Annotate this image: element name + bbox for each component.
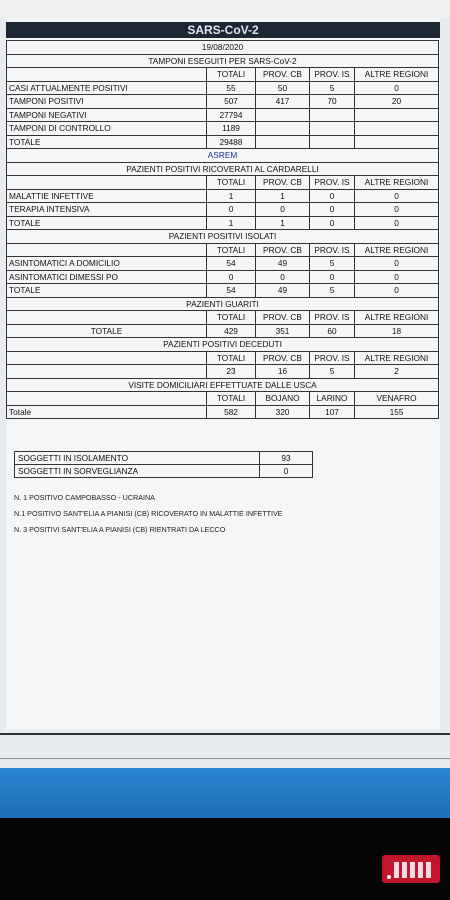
cell-value: 5: [310, 365, 355, 379]
guariti-heading: PAZIENTI GUARITI: [7, 297, 439, 311]
tamponi-heading: TAMPONI ESEGUITI PER SARS-CoV-2: [7, 54, 439, 68]
cell-value: 18: [355, 324, 439, 338]
cell-value: 0: [256, 203, 310, 217]
cell-value: 429: [207, 324, 256, 338]
table-row: [7, 189, 439, 203]
cell-value: 507: [207, 95, 256, 109]
report-date: 19/08/2020: [7, 41, 439, 55]
col-header: TOTALI: [207, 392, 256, 406]
table-row: [7, 203, 439, 217]
date-row: [7, 41, 439, 55]
cell-value: 0: [355, 189, 439, 203]
cell-value: [256, 135, 310, 149]
col-header: ALTRE REGIONI: [355, 68, 439, 82]
spreadsheet-page: [6, 18, 440, 730]
cell-value: 50: [256, 81, 310, 95]
table-row: [7, 135, 439, 149]
table-row: [7, 122, 439, 136]
cell-value: 0: [207, 203, 256, 217]
col-header: TOTALI: [207, 311, 256, 325]
table-row: [7, 284, 439, 298]
cell-value: 60: [310, 324, 355, 338]
cell-value: 2: [355, 365, 439, 379]
note-item: N. 3 POSITIVI SANT'ELIA A PIANISI (CB) RIENTRATI DA LECCO: [14, 525, 226, 534]
cell-value: 0: [207, 270, 256, 284]
header-blank-cell: [7, 176, 207, 190]
row-label-empty: [7, 365, 207, 379]
isolati-heading: PAZIENTI POSITIVI ISOLATI: [7, 230, 439, 244]
row-label: ASINTOMATICI A DOMICILIO: [7, 257, 207, 271]
cell-value: [355, 122, 439, 136]
cell-value: 0: [310, 203, 355, 217]
cell-value: 351: [256, 324, 310, 338]
col-header: ALTRE REGIONI: [355, 351, 439, 365]
table-row: [7, 81, 439, 95]
header-blank-cell: [7, 351, 207, 365]
cell-value: [310, 108, 355, 122]
visite-heading: VISITE DOMICILIARI EFFETTUATE DALLE USCA: [7, 378, 439, 392]
cell-value: [355, 135, 439, 149]
report-title: SARS-CoV-2: [6, 22, 440, 38]
col-header: TOTALI: [207, 351, 256, 365]
section-heading-row: [7, 230, 439, 244]
deceduti-heading: PAZIENTI POSITIVI DECEDUTI: [7, 338, 439, 352]
row-label: TAMPONI POSITIVI: [7, 95, 207, 109]
table-row: [7, 216, 439, 230]
cell-value: 0: [355, 216, 439, 230]
cell-value: 70: [310, 95, 355, 109]
table-row: [7, 405, 439, 419]
col-header: PROV. IS: [310, 351, 355, 365]
col-header: PROV. CB: [256, 176, 310, 190]
cell-value: 0: [260, 465, 313, 478]
cell-value: 5: [310, 257, 355, 271]
row-label: CASI ATTUALMENTE POSITIVI: [7, 81, 207, 95]
note-item: N. 1 POSITIVO CAMPOBASSO - UCRAINA: [14, 493, 155, 502]
cell-value: 582: [207, 405, 256, 419]
row-label: TERAPIA INTENSIVA: [7, 203, 207, 217]
cell-value: 49: [256, 257, 310, 271]
cell-value: 16: [256, 365, 310, 379]
table-row: [7, 257, 439, 271]
row-label: TOTALE: [7, 284, 207, 298]
col-header: TOTALI: [207, 68, 256, 82]
row-label: MALATTIE INFETTIVE: [7, 189, 207, 203]
section-heading-row: [7, 378, 439, 392]
table-row: [7, 270, 439, 284]
cell-value: 155: [355, 405, 439, 419]
col-header: ALTRE REGIONI: [355, 311, 439, 325]
cell-value: 55: [207, 81, 256, 95]
header-blank-cell: [7, 243, 207, 257]
cell-value: 0: [310, 189, 355, 203]
column-header-row: [7, 68, 439, 82]
row-label: Totale: [7, 405, 207, 419]
row-label: TOTALE: [7, 216, 207, 230]
row-label: SOGGETTI IN ISOLAMENTO: [15, 452, 260, 465]
header-blank-cell: [7, 311, 207, 325]
col-header: PROV. CB: [256, 243, 310, 257]
column-header-row: [7, 311, 439, 325]
col-header: PROV. CB: [256, 68, 310, 82]
section-heading-row: [7, 338, 439, 352]
ricoverati-heading: PAZIENTI POSITIVI RICOVERATI AL CARDARELLI: [7, 162, 439, 176]
cell-value: 107: [310, 405, 355, 419]
asrem-label: ASREM: [7, 149, 439, 163]
report-table: [6, 40, 439, 419]
cell-value: 1: [256, 189, 310, 203]
cell-value: 1: [256, 216, 310, 230]
window-divider: [0, 733, 450, 735]
cell-value: 54: [207, 257, 256, 271]
cell-value: 23: [207, 365, 256, 379]
section-heading-row: [7, 297, 439, 311]
row-label: TOTALE: [7, 135, 207, 149]
notes-list: [14, 493, 434, 541]
cell-value: 320: [256, 405, 310, 419]
col-header: PROV. CB: [256, 351, 310, 365]
cell-value: 93: [260, 452, 313, 465]
header-blank-cell: [7, 68, 207, 82]
cell-value: 0: [355, 203, 439, 217]
net-logo-watermark-icon: [382, 855, 440, 883]
cell-value: 49: [256, 284, 310, 298]
cell-value: 1: [207, 189, 256, 203]
cell-value: 54: [207, 284, 256, 298]
cell-value: 0: [310, 216, 355, 230]
taskbar[interactable]: [0, 768, 450, 818]
cell-value: [310, 135, 355, 149]
cell-value: 0: [310, 270, 355, 284]
cell-value: [256, 108, 310, 122]
col-header: ALTRE REGIONI: [355, 243, 439, 257]
row-label: TOTALE: [7, 324, 207, 338]
asrem-row: [7, 149, 439, 163]
col-header: PROV. IS: [310, 68, 355, 82]
col-header: PROV. CB: [256, 311, 310, 325]
row-label: ASINTOMATICI DIMESSI PO: [7, 270, 207, 284]
cell-value: 27794: [207, 108, 256, 122]
cell-value: 0: [256, 270, 310, 284]
col-header: ALTRE REGIONI: [355, 176, 439, 190]
cell-value: 0: [355, 270, 439, 284]
screen-top-margin: [0, 0, 450, 18]
cell-value: 20: [355, 95, 439, 109]
column-header-row: [7, 176, 439, 190]
table-row: [15, 465, 313, 478]
cell-value: 1: [207, 216, 256, 230]
column-header-row: [7, 392, 439, 406]
cell-value: [256, 122, 310, 136]
col-header: BOJANO: [256, 392, 310, 406]
table-row: [15, 452, 313, 465]
cell-value: [355, 108, 439, 122]
note-item: N.1 POSITIVO SANT'ELIA A PIANISI (CB) RICOVERATO IN MALATTIE INFETTIVE: [14, 509, 283, 518]
window-divider: [0, 758, 450, 759]
col-header: PROV. IS: [310, 243, 355, 257]
col-header: LARINO: [310, 392, 355, 406]
row-label: TAMPONI NEGATIVI: [7, 108, 207, 122]
section-heading-row: [7, 54, 439, 68]
cell-value: 5: [310, 284, 355, 298]
col-header: TOTALI: [207, 243, 256, 257]
col-header: PROV. IS: [310, 176, 355, 190]
section-heading-row: [7, 162, 439, 176]
cell-value: 0: [355, 284, 439, 298]
col-header: VENAFRO: [355, 392, 439, 406]
column-header-row: [7, 351, 439, 365]
table-row: [7, 108, 439, 122]
table-row: [7, 324, 439, 338]
table-row: [7, 95, 439, 109]
cell-value: 1189: [207, 122, 256, 136]
cell-value: [310, 122, 355, 136]
row-label: SOGGETTI IN SORVEGLIANZA: [15, 465, 260, 478]
cell-value: 5: [310, 81, 355, 95]
header-blank-cell: [7, 392, 207, 406]
row-label: TAMPONI DI CONTROLLO: [7, 122, 207, 136]
table-row: [7, 365, 439, 379]
cell-value: 29488: [207, 135, 256, 149]
cell-value: 0: [355, 81, 439, 95]
cell-value: 417: [256, 95, 310, 109]
col-header: TOTALI: [207, 176, 256, 190]
column-header-row: [7, 243, 439, 257]
cell-value: 0: [355, 257, 439, 271]
col-header: PROV. IS: [310, 311, 355, 325]
soggetti-table: [14, 451, 313, 478]
